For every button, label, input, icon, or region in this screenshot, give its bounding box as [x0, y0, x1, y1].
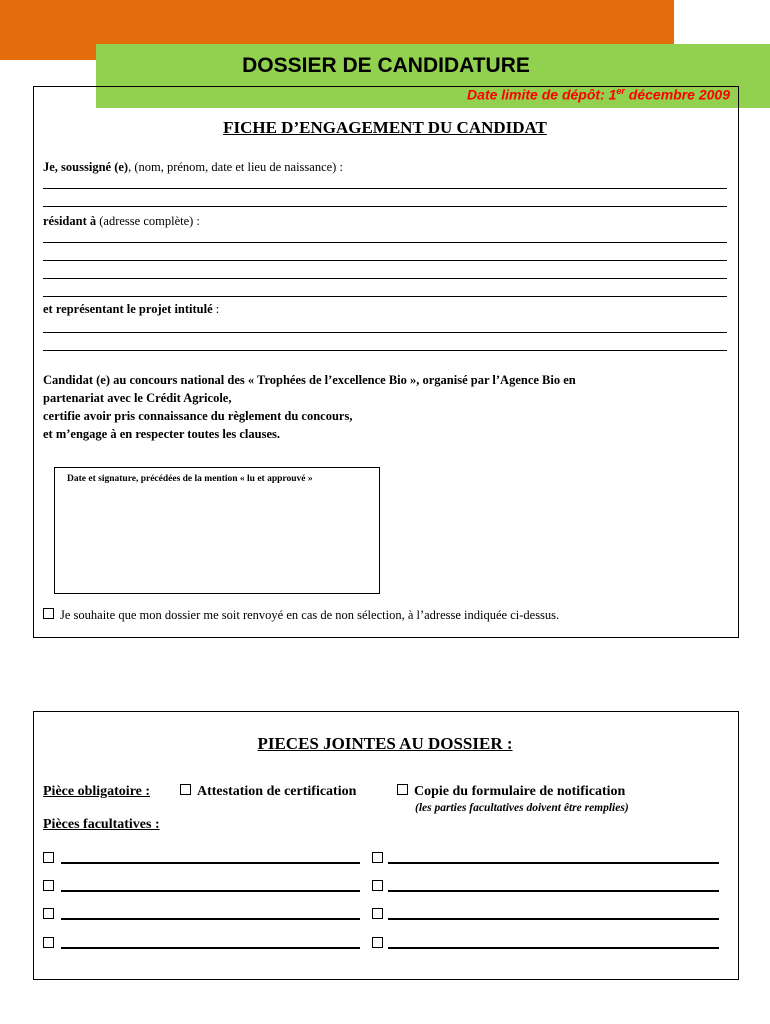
optional-checkbox[interactable]: [43, 937, 54, 948]
optional-input-line[interactable]: [388, 890, 719, 892]
notification-checkbox[interactable]: [397, 784, 408, 795]
mandatory-option-certificate[interactable]: [180, 784, 356, 800]
return-dossier-label: Je souhaite que mon dossier me soit renvoyé en cas de non sélection, à l’adresse indiquée ci-dessus.: [60, 608, 560, 622]
optional-checkbox[interactable]: [372, 852, 383, 863]
return-dossier-checkbox[interactable]: [43, 608, 54, 619]
notification-note: (les parties facultatives doivent être remplies): [415, 802, 629, 814]
address-input-line[interactable]: [43, 242, 727, 243]
return-dossier-option[interactable]: [43, 608, 559, 623]
address-input-line[interactable]: [43, 260, 727, 261]
name-input-line[interactable]: [43, 188, 727, 189]
commitment-text-line: Candidat (e) au concours national des « Trophées de l’excellence Bio », organisé par l’Agence Bio en: [43, 373, 576, 387]
project-field-label: et représentant le projet intitulé :: [43, 302, 220, 316]
optional-input-line[interactable]: [388, 947, 719, 949]
name-input-line[interactable]: [43, 206, 727, 207]
optional-checkbox[interactable]: [43, 908, 54, 919]
optional-checkbox[interactable]: [43, 852, 54, 863]
optional-checkbox[interactable]: [43, 880, 54, 891]
optional-label: Pièces facultatives :: [43, 817, 160, 832]
optional-input-line[interactable]: [388, 918, 719, 920]
commitment-text-line: et m’engage à en respecter toutes les clauses.: [43, 427, 280, 441]
certificate-checkbox[interactable]: [180, 784, 191, 795]
project-input-line[interactable]: [43, 332, 727, 333]
optional-checkbox[interactable]: [372, 880, 383, 891]
document-title: DOSSIER DE CANDIDATURE: [242, 54, 530, 77]
mandatory-label: Pièce obligatoire :: [43, 784, 151, 799]
address-input-line[interactable]: [43, 296, 727, 297]
certificate-label: Attestation de certification: [197, 784, 357, 799]
optional-checkbox[interactable]: [372, 937, 383, 948]
address-input-line[interactable]: [43, 278, 727, 279]
notification-label: Copie du formulaire de notification: [414, 784, 626, 799]
optional-input-line[interactable]: [61, 862, 360, 864]
engagement-heading: FICHE D’ENGAGEMENT DU CANDIDAT: [223, 118, 547, 137]
signature-box[interactable]: [54, 467, 380, 594]
optional-input-line[interactable]: [61, 890, 360, 892]
attachments-heading: PIECES JOINTES AU DOSSIER :: [257, 734, 513, 753]
name-field-label: Je, soussigné (e), (nom, prénom, date et lieu de naissance) :: [43, 160, 343, 174]
commitment-text-line: partenariat avec le Crédit Agricole,: [43, 391, 232, 405]
address-field-label: résidant à (adresse complète) :: [43, 214, 200, 228]
optional-input-line[interactable]: [61, 947, 360, 949]
optional-checkbox[interactable]: [372, 908, 383, 919]
deadline-text: Date limite de dépôt: 1er décembre 2009: [467, 86, 730, 103]
mandatory-option-notification[interactable]: [397, 784, 625, 800]
signature-label: Date et signature, précédées de la mention « lu et approuvé »: [67, 474, 313, 484]
commitment-text-line: certifie avoir pris connaissance du règlement du concours,: [43, 409, 353, 423]
project-input-line[interactable]: [43, 350, 727, 351]
optional-input-line[interactable]: [61, 918, 360, 920]
optional-input-line[interactable]: [388, 862, 719, 864]
